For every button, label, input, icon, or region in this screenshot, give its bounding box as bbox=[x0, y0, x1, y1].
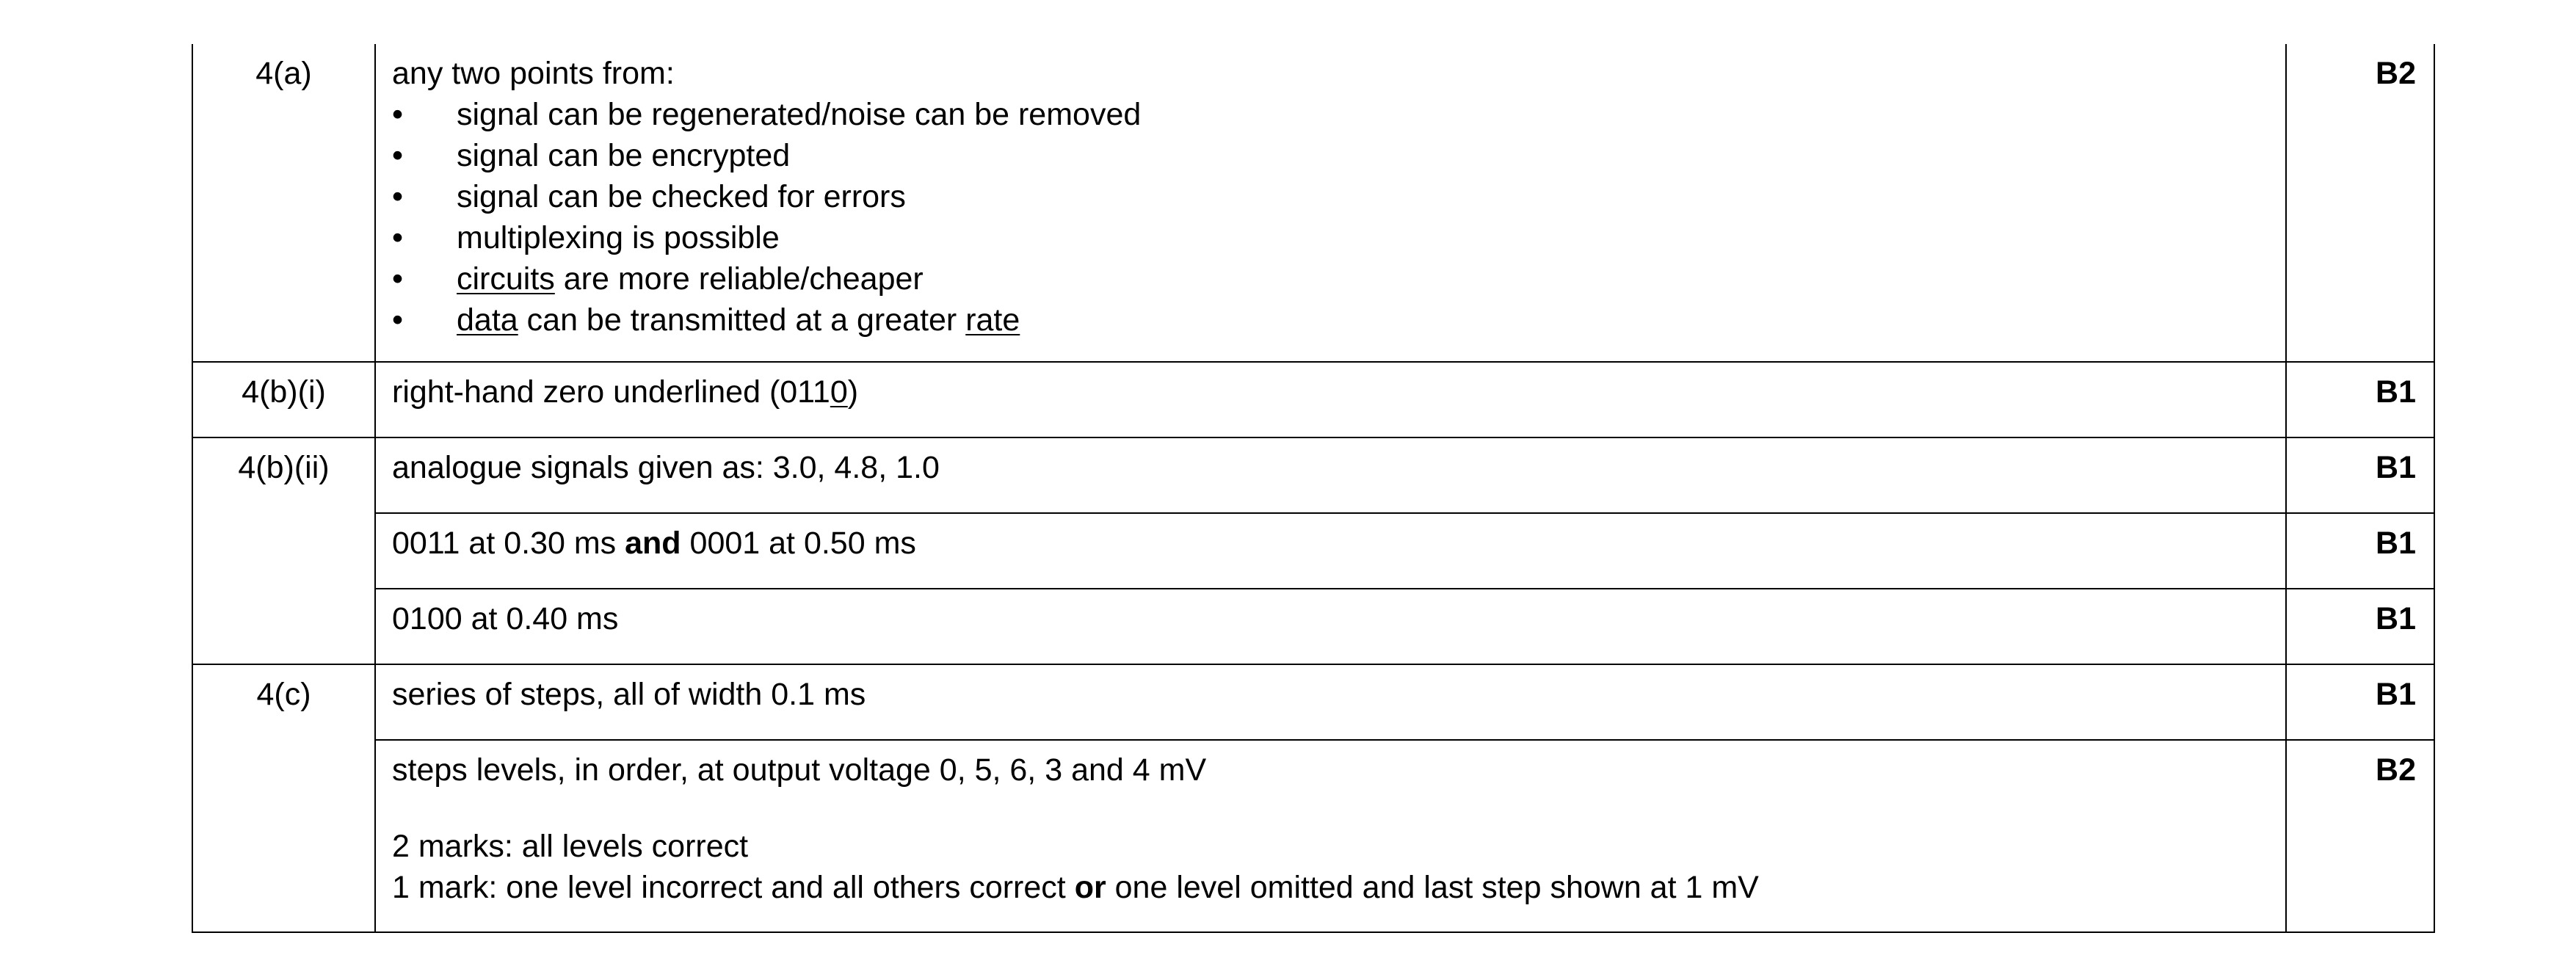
answer-text-part: one level omitted and last step shown at 1 mV bbox=[1106, 870, 1759, 905]
point-text: signal can be checked for errors bbox=[457, 179, 906, 214]
table-row bbox=[192, 513, 2434, 589]
answer-cell: 0100 at 0.40 ms bbox=[375, 589, 2286, 664]
list-item bbox=[392, 299, 2269, 341]
answer-cell bbox=[375, 44, 2286, 362]
table-row bbox=[192, 740, 2434, 932]
list-item bbox=[392, 176, 2269, 217]
bullet-icon: • bbox=[392, 97, 404, 132]
answer-text: 0001 at 0.50 ms bbox=[681, 526, 916, 561]
mark-allocation: B1 bbox=[2286, 362, 2434, 437]
question-number: 4(b)(i) bbox=[192, 362, 375, 437]
bullet-icon: • bbox=[392, 302, 404, 338]
underlined-keyword: rate bbox=[965, 302, 1020, 338]
bold-keyword: or bbox=[1074, 870, 1106, 905]
question-number: 4(c) bbox=[192, 664, 375, 932]
answer-cell bbox=[375, 362, 2286, 437]
bullet-icon: • bbox=[392, 261, 404, 297]
list-item bbox=[392, 217, 2269, 258]
answer-text: 0011 at 0.30 ms bbox=[392, 526, 625, 561]
bullet-icon: • bbox=[392, 179, 404, 214]
answer-cell: analogue signals given as: 3.0, 4.8, 1.0 bbox=[375, 437, 2286, 513]
bullet-icon: • bbox=[392, 220, 404, 255]
underlined-keyword: data bbox=[457, 302, 518, 338]
table-row bbox=[192, 44, 2434, 362]
point-text: multiplexing is possible bbox=[457, 220, 780, 255]
list-item bbox=[392, 135, 2269, 176]
answer-text bbox=[392, 867, 2269, 908]
point-text: are more reliable/cheaper bbox=[554, 261, 924, 297]
point-text: signal can be regenerated/noise can be removed bbox=[457, 97, 1142, 132]
answer-cell bbox=[375, 740, 2286, 932]
bold-keyword: and bbox=[625, 526, 681, 561]
list-item bbox=[392, 258, 2269, 299]
underlined-keyword: circuits bbox=[457, 261, 555, 297]
answer-points-list bbox=[392, 94, 2269, 341]
mark-allocation: B2 bbox=[2286, 740, 2434, 932]
answer-text: 2 marks: all levels correct bbox=[392, 829, 749, 864]
mark-allocation: B2 bbox=[2286, 44, 2434, 362]
question-number: 4(b)(ii) bbox=[192, 437, 375, 664]
question-number: 4(a) bbox=[192, 44, 375, 362]
mark-allocation: B1 bbox=[2286, 664, 2434, 740]
table-row bbox=[192, 589, 2434, 664]
mark-allocation: B1 bbox=[2286, 437, 2434, 513]
table-row bbox=[192, 664, 2434, 740]
spacer bbox=[392, 791, 2269, 826]
answer-cell: series of steps, all of width 0.1 ms bbox=[375, 664, 2286, 740]
answer-text: ) bbox=[847, 374, 859, 410]
answer-text-part: 1 mark: one level incorrect and all others correct bbox=[392, 870, 1075, 905]
answer-text: right-hand zero underlined (011 bbox=[392, 374, 830, 410]
point-text: can be transmitted at a greater bbox=[518, 302, 966, 338]
answer-cell bbox=[375, 513, 2286, 589]
underlined-digit: 0 bbox=[830, 374, 848, 410]
point-text: signal can be encrypted bbox=[457, 138, 791, 173]
answer-intro: any two points from: bbox=[392, 56, 675, 91]
mark-allocation: B1 bbox=[2286, 589, 2434, 664]
answer-text: steps levels, in order, at output voltage 0, 5, 6, 3 and 4 mV bbox=[392, 752, 1207, 788]
bullet-icon: • bbox=[392, 138, 404, 173]
mark-allocation: B1 bbox=[2286, 513, 2434, 589]
list-item bbox=[392, 94, 2269, 135]
table-row bbox=[192, 437, 2434, 513]
table-row bbox=[192, 362, 2434, 437]
mark-scheme-table bbox=[192, 44, 2435, 933]
